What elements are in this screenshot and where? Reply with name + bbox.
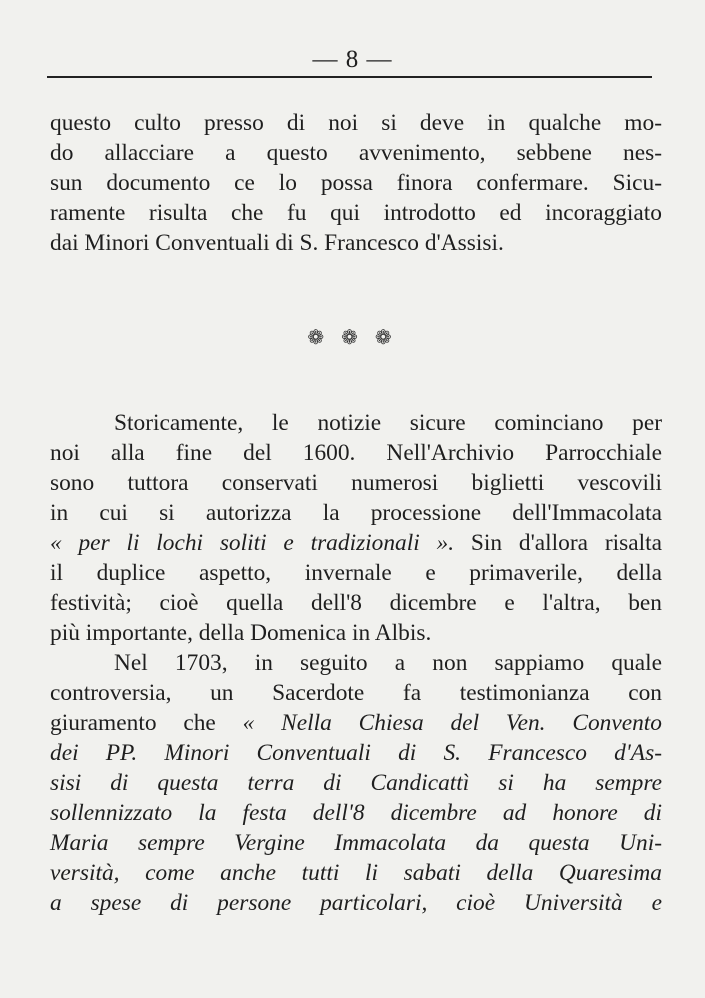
text-line: sisi di questa terra di Candicattì si ha sempre — [50, 770, 662, 796]
text-line: in cui si autorizza la processione dell'Immacolata — [50, 500, 662, 526]
text-line: a spese di persone particolari, cioè Università e — [50, 890, 662, 916]
text-line: dai Minori Conventuali di S. Francesco d'Assisi. — [50, 230, 504, 256]
text-line: ramente risulta che fu qui introdotto ed incoraggiato — [50, 200, 662, 226]
text-line: sono tuttora conservati numerosi biglietti vescovili — [50, 470, 662, 496]
page-number: — 8 — — [312, 46, 393, 73]
text-line: il duplice aspetto, invernale e primaverile, della — [50, 560, 662, 586]
text-line: sollennizzato la festa dell'8 dicembre ad honore di — [50, 800, 662, 826]
section-ornament: ❁ ❁ ❁ — [307, 327, 398, 349]
text-line — [50, 708, 662, 738]
italic-quote: « per li lochi soliti e tradizionali ». — [50, 530, 455, 556]
text-line: più importante, della Domenica in Albis. — [50, 620, 432, 646]
text-line: festività; cioè quella dell'8 dicembre e l'altra, ben — [50, 590, 662, 616]
text-line: Nel 1703, in seguito a non sappiamo quale — [114, 650, 662, 676]
text-line: dei PP. Minori Conventuali di S. Francesco d'As- — [50, 740, 662, 766]
text-fragment: giuramento che — [50, 710, 243, 736]
paragraph-1 — [50, 108, 662, 258]
text-line: sun documento ce lo possa finora confermare. Sicu- — [50, 170, 662, 196]
text-line: versità, come anche tutti li sabati della Quaresima — [50, 860, 662, 886]
text-line: Storicamente, le notizie sicure cominciano per — [114, 410, 662, 436]
text-fragment: Sin d'allora risalta — [454, 530, 662, 556]
text-line: controversia, un Sacerdote fa testimonianza con — [50, 680, 662, 706]
text-line: questo culto presso di noi si deve in qualche mo- — [50, 110, 662, 136]
text-line — [50, 528, 662, 558]
paragraph-2 — [50, 408, 662, 918]
text-line: do allacciare a questo avvenimento, sebbene nes- — [50, 140, 662, 166]
text-line: Maria sempre Vergine Immacolata da questa Uni- — [50, 830, 662, 856]
header-rule — [47, 76, 652, 78]
text-line: noi alla fine del 1600. Nell'Archivio Parrocchiale — [50, 440, 662, 466]
italic-quote: « Nella Chiesa del Ven. Convento — [242, 710, 662, 736]
